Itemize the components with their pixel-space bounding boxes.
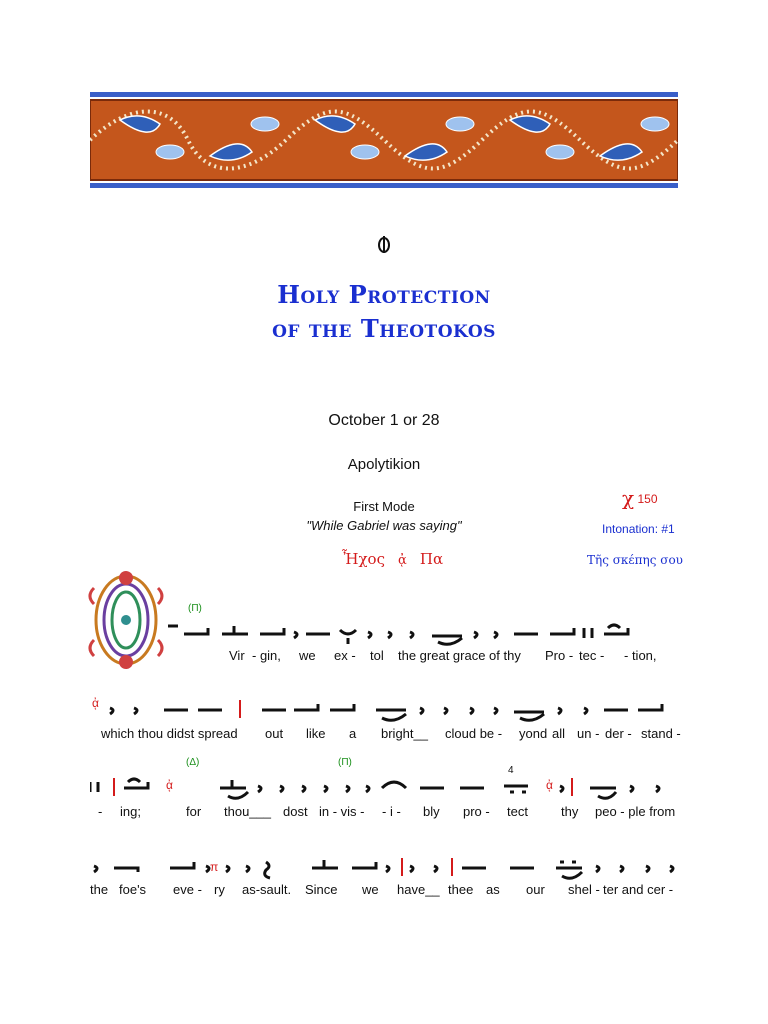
annotation-pi-2: (Π) xyxy=(338,757,352,768)
echos-label: Ἦχος ᾀ Πα xyxy=(342,550,444,568)
greek-first-words: Τῆς σκέπης σου xyxy=(587,553,683,567)
ornament-icon xyxy=(377,234,391,259)
ornamental-banner xyxy=(90,92,678,188)
martyria-sign: ᾀ xyxy=(92,696,99,710)
martyria-sign-3: ᾀ xyxy=(546,778,553,792)
martyria-sign-2: ᾀ xyxy=(166,778,173,792)
annotation-delta: (Δ) xyxy=(186,757,200,768)
neume-line-4 xyxy=(90,846,680,886)
hymn-type: Apolytikion xyxy=(347,456,421,473)
neume-line-2 xyxy=(90,688,680,728)
lyrics-row-1: Vir - gin, we ex - tol the great grace of thy Pro - tec - - tion, xyxy=(229,648,657,663)
page-title-line2: of the Theotokos xyxy=(272,314,496,343)
reference-number: χ 150 xyxy=(622,486,658,510)
lyrics-row-3: - ing; for thou___ dost in - vis - - i - bly pro - tect thy peo - ple from xyxy=(98,804,676,819)
annotation-four: 4 xyxy=(508,765,514,776)
martyria-pi: π xyxy=(210,860,219,874)
neume-line-1 xyxy=(180,612,680,652)
chi-icon: χ xyxy=(622,486,635,510)
lyrics-row-4: the foe's eve - ry as-sault. Since we have__ thee as our shel - ter and cer - xyxy=(90,882,674,897)
annotation-pi-1: (Π) xyxy=(188,603,202,614)
lyrics-row-2: which thou didst spread out like a bright__ cloud be - yond all un - der - stand - xyxy=(101,726,681,741)
intonation-link[interactable]: Intonation: #1 xyxy=(602,522,675,536)
mode-label: First Mode xyxy=(353,499,415,514)
melody-label: "While Gabriel was saying" xyxy=(306,518,462,533)
page-title-line1: Holy Protection xyxy=(277,280,491,309)
neume-line-3 xyxy=(90,766,680,806)
feast-date: October 1 or 28 xyxy=(328,412,440,429)
